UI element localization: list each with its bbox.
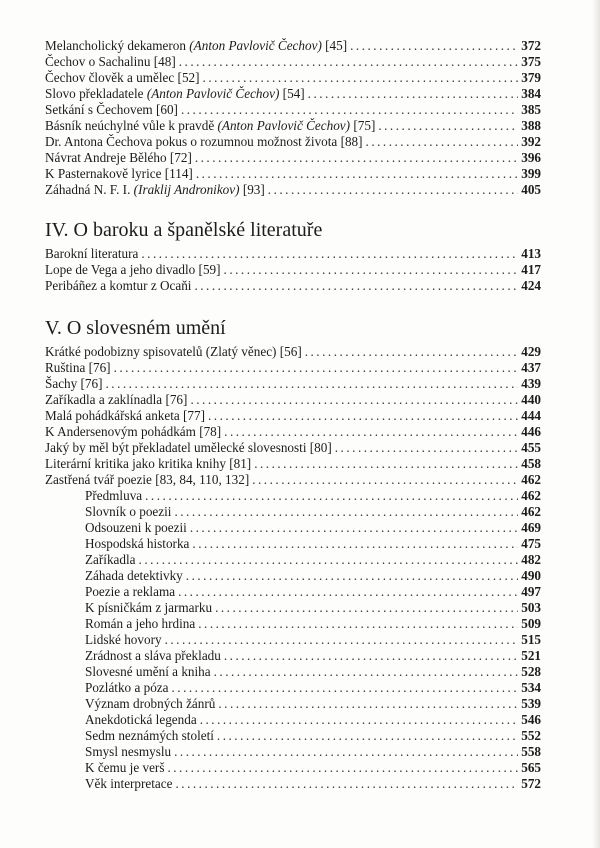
entry-page-number: 372 xyxy=(521,38,541,53)
entry-title-group xyxy=(45,440,332,456)
dot-leader xyxy=(224,262,519,278)
entry-author: (Anton Pavlovič Čechov) xyxy=(217,118,351,133)
entry-title-group xyxy=(85,632,162,648)
entry-title: Lope de Vega a jeho divadlo [59] xyxy=(45,262,221,277)
entry-page-number: 539 xyxy=(521,696,541,711)
entry-page-number: 558 xyxy=(521,744,541,759)
entry-title: Román a jeho hrdina xyxy=(85,616,196,631)
entry-title: Pozlátko a póza xyxy=(85,680,169,695)
entry-title: K Pasternakově lyrice [114] xyxy=(45,166,193,181)
dot-leader xyxy=(195,150,518,166)
entry-title-group xyxy=(45,360,111,376)
entry-title-group xyxy=(85,536,189,552)
entry-title-group xyxy=(45,424,221,440)
entry-title: Jaký by měl být překladatel umělecké slovesnosti [80] xyxy=(45,440,332,455)
entry-title-group xyxy=(85,776,173,792)
dot-leader xyxy=(252,472,518,488)
toc-entry[interactable] xyxy=(45,38,541,54)
dot-leader xyxy=(366,134,519,150)
entry-title-group xyxy=(45,102,178,118)
entry-title-group xyxy=(85,488,142,504)
dot-leader xyxy=(196,166,518,182)
dot-leader xyxy=(167,760,518,776)
entry-title-group xyxy=(45,392,187,408)
toc-entry[interactable] xyxy=(45,440,541,456)
entry-title-group xyxy=(45,376,103,392)
entry-title-group xyxy=(45,456,251,472)
dot-leader xyxy=(200,712,519,728)
entry-page-number: 572 xyxy=(521,776,541,791)
entry-title: Slovník o poezii xyxy=(85,504,172,519)
entry-title: Hospodská historka xyxy=(85,536,190,551)
entry-title: Návrat Andreje Bělého [72] xyxy=(45,150,192,165)
toc-entry[interactable] xyxy=(45,118,541,134)
dot-leader xyxy=(106,376,519,392)
entry-page-number: 515 xyxy=(521,632,541,647)
entry-page-number: 462 xyxy=(521,488,541,503)
entry-page-number: 379 xyxy=(521,70,541,85)
entry-page-number: 552 xyxy=(521,728,541,743)
entry-title: Věk interpretace xyxy=(85,776,173,791)
entry-title-group xyxy=(45,134,363,150)
dot-leader xyxy=(186,568,518,584)
entry-title-group xyxy=(85,600,212,616)
entry-page-number: 396 xyxy=(521,150,541,165)
entry-title-group xyxy=(45,166,193,182)
toc-entry[interactable] xyxy=(45,392,541,408)
entry-title-group xyxy=(45,246,138,262)
dot-leader xyxy=(192,536,518,552)
toc-entry[interactable] xyxy=(45,552,541,568)
toc-section-continued xyxy=(45,38,541,198)
entry-title: Poezie a reklama xyxy=(85,584,176,599)
entry-page-number: 413 xyxy=(521,246,541,261)
entry-title: Zaříkadla xyxy=(85,552,136,567)
toc-entry[interactable] xyxy=(45,600,541,616)
entry-title: Literární kritika jako kritika knihy [81] xyxy=(45,456,252,471)
entry-refs: [54] xyxy=(279,86,305,101)
toc-entry[interactable] xyxy=(45,712,541,728)
toc-entry[interactable] xyxy=(45,568,541,584)
entry-title-group xyxy=(85,504,171,520)
entry-title-group xyxy=(45,118,375,134)
section-heading: V. O slovesném umění xyxy=(45,317,226,339)
toc-entry[interactable] xyxy=(45,584,541,600)
entry-title: Čechov o Sachalinu [48] xyxy=(45,54,176,69)
section-heading: IV. O baroku a španělské literatuře xyxy=(45,219,323,241)
entry-title-group xyxy=(85,760,164,776)
dot-leader xyxy=(218,696,518,712)
toc-entry[interactable] xyxy=(45,408,541,424)
toc-entry[interactable] xyxy=(45,262,541,278)
entry-page-number: 509 xyxy=(521,616,541,631)
dot-leader xyxy=(179,54,518,70)
entry-page-number: 417 xyxy=(521,262,541,277)
entry-title: Ruština [76] xyxy=(45,360,111,375)
page-edge-shadow xyxy=(592,0,600,848)
entry-title-group xyxy=(45,182,265,198)
entry-title-group xyxy=(85,728,214,744)
entry-title: Setkání s Čechovem [60] xyxy=(45,102,178,117)
entry-title: Sedm neznámých století xyxy=(85,728,214,743)
entry-page-number: 469 xyxy=(521,520,541,535)
toc-entry[interactable] xyxy=(45,102,541,118)
entry-title-group xyxy=(45,472,249,488)
dot-leader xyxy=(176,776,519,792)
dot-leader xyxy=(224,648,518,664)
entry-page-number: 385 xyxy=(521,102,541,117)
entry-title-group xyxy=(85,568,183,584)
entry-title-group xyxy=(85,520,187,536)
dot-leader xyxy=(378,118,518,134)
entry-page-number: 482 xyxy=(521,552,541,567)
toc-entry[interactable] xyxy=(45,744,541,760)
toc-entry[interactable] xyxy=(45,278,541,294)
entry-page-number: 444 xyxy=(521,408,541,423)
entry-title: Melancholický dekameron xyxy=(45,38,190,53)
dot-leader xyxy=(305,344,519,360)
entry-title-group xyxy=(45,54,176,70)
dot-leader xyxy=(214,664,519,680)
entry-title-group xyxy=(85,648,221,664)
toc-entry[interactable] xyxy=(45,616,541,632)
entry-title-group xyxy=(85,664,211,680)
dot-leader xyxy=(190,520,518,536)
entry-title: K Andersenovým pohádkám [78] xyxy=(45,424,222,439)
entry-title: Lidské hovory xyxy=(85,632,162,647)
entry-title: Slovo překladatele xyxy=(45,86,147,101)
entry-page-number: 437 xyxy=(521,360,541,375)
toc-entry[interactable] xyxy=(45,728,541,744)
toc-entry[interactable] xyxy=(45,150,541,166)
toc-entry[interactable] xyxy=(45,182,541,198)
entry-author: (Iraklij Andronikov) xyxy=(133,182,240,197)
toc-entry[interactable] xyxy=(45,664,541,680)
dot-leader xyxy=(335,440,518,456)
toc-entry[interactable] xyxy=(45,344,541,360)
toc-entry[interactable] xyxy=(45,70,541,86)
toc-entry[interactable] xyxy=(45,504,541,520)
entry-title: K písničkám z jarmarku xyxy=(85,600,213,615)
dot-leader xyxy=(172,680,519,696)
dot-leader xyxy=(215,600,518,616)
dot-leader xyxy=(174,744,518,760)
dot-leader xyxy=(350,38,518,54)
entry-page-number: 375 xyxy=(521,54,541,69)
entry-page-number: 446 xyxy=(521,424,541,439)
entry-title: Zrádnost a sláva překladu xyxy=(85,648,221,663)
toc-entry[interactable] xyxy=(45,648,541,664)
dot-leader xyxy=(114,360,519,376)
entry-title: Básník neúchylné vůle k pravdě xyxy=(45,118,218,133)
entry-title: Dr. Antona Čechova pokus o rozumnou možnost života [88] xyxy=(45,134,363,149)
entry-page-number: 458 xyxy=(521,456,541,471)
entry-page-number: 490 xyxy=(521,568,541,583)
entry-title-group xyxy=(85,696,215,712)
dot-leader xyxy=(178,584,518,600)
entry-title-group xyxy=(85,552,136,568)
entry-title: Záhada detektivky xyxy=(85,568,183,583)
dot-leader xyxy=(308,86,519,102)
entry-title-group xyxy=(45,70,200,86)
entry-author: (Anton Pavlovič Čechov) xyxy=(189,38,322,53)
entry-title-group xyxy=(85,584,175,600)
entry-page-number: 429 xyxy=(521,344,541,359)
dot-leader xyxy=(198,616,518,632)
entry-title: Předmluva xyxy=(85,488,143,503)
entry-title: Zastřená tvář poezie [83, 84, 110, 132] xyxy=(45,472,250,487)
entry-title-group xyxy=(85,712,197,728)
entry-page-number: 462 xyxy=(521,504,541,519)
toc-entry[interactable] xyxy=(45,456,541,472)
entry-title-group xyxy=(85,744,171,760)
entry-page-number: 475 xyxy=(521,536,541,551)
dot-leader xyxy=(217,728,518,744)
entry-page-number: 565 xyxy=(521,760,541,775)
entry-title-group xyxy=(45,262,221,278)
entry-refs: [93] xyxy=(239,182,265,197)
entry-page-number: 439 xyxy=(521,376,541,391)
toc-entry[interactable] xyxy=(45,166,541,182)
toc-entry[interactable] xyxy=(45,488,541,504)
entry-page-number: 392 xyxy=(521,134,541,149)
entry-title: Odsouzeni k poezii xyxy=(85,520,187,535)
entry-page-number: 546 xyxy=(521,712,541,727)
entry-title-group xyxy=(45,38,347,54)
toc-entry[interactable] xyxy=(45,520,541,536)
entry-title: Zaříkadla a zaklínadla [76] xyxy=(45,392,188,407)
dot-leader xyxy=(224,424,518,440)
toc-entry[interactable] xyxy=(45,472,541,488)
entry-page-number: 440 xyxy=(521,392,541,407)
toc-section-baroque xyxy=(45,218,541,294)
toc-entry[interactable] xyxy=(45,54,541,70)
entry-page-number: 503 xyxy=(521,600,541,615)
dot-leader xyxy=(268,182,518,198)
toc-entry[interactable] xyxy=(45,424,541,440)
entry-title-group xyxy=(45,86,305,102)
entry-title-group xyxy=(45,150,192,166)
toc-entry[interactable] xyxy=(45,680,541,696)
entry-title-group xyxy=(45,344,302,360)
dot-leader xyxy=(165,632,519,648)
entry-title: Šachy [76] xyxy=(45,376,103,391)
entry-page-number: 455 xyxy=(521,440,541,455)
entry-title-group xyxy=(85,616,195,632)
entry-refs: [75] xyxy=(350,118,376,133)
entry-page-number: 534 xyxy=(521,680,541,695)
toc-entry[interactable] xyxy=(45,360,541,376)
toc-entry[interactable] xyxy=(45,246,541,262)
entry-page-number: 462 xyxy=(521,472,541,487)
entry-page-number: 424 xyxy=(521,278,541,293)
dot-leader xyxy=(139,552,519,568)
dot-leader xyxy=(194,278,518,294)
entry-title: Význam drobných žánrů xyxy=(85,696,216,711)
dot-leader xyxy=(190,392,518,408)
entry-title: Slovesné umění a kniha xyxy=(85,664,211,679)
toc-entry[interactable] xyxy=(45,776,541,792)
entry-page-number: 521 xyxy=(521,648,541,663)
entry-title-group xyxy=(45,408,205,424)
dot-leader xyxy=(208,408,518,424)
toc-entry[interactable] xyxy=(45,536,541,552)
dot-leader xyxy=(174,504,518,520)
entry-page-number: 497 xyxy=(521,584,541,599)
entry-page-number: 384 xyxy=(521,86,541,101)
entry-page-number: 399 xyxy=(521,166,541,181)
dot-leader xyxy=(203,70,519,86)
entry-title: Záhadná N. F. I. xyxy=(45,182,134,197)
entry-title: K čemu je verš xyxy=(85,760,165,775)
toc-entry[interactable] xyxy=(45,134,541,150)
entry-title: Smysl nesmyslu xyxy=(85,744,172,759)
entry-title: Peribáñez a komtur z Ocaňi xyxy=(45,278,192,293)
toc-section-verbal-art xyxy=(45,316,541,792)
entry-page-number: 388 xyxy=(521,118,541,133)
entry-title-group xyxy=(85,680,169,696)
entry-page-number: 405 xyxy=(521,182,541,197)
toc-entry[interactable] xyxy=(45,632,541,648)
entry-title: Čechov člověk a umělec [52] xyxy=(45,70,200,85)
entry-author: (Anton Pavlovič Čechov) xyxy=(146,86,280,101)
dot-leader xyxy=(141,246,518,262)
dot-leader xyxy=(254,456,518,472)
toc-entry[interactable] xyxy=(45,696,541,712)
toc-entry[interactable] xyxy=(45,376,541,392)
entry-refs: [45] xyxy=(321,38,348,53)
entry-title: Anekdotická legenda xyxy=(85,712,197,727)
dot-leader xyxy=(145,488,518,504)
entry-title-group xyxy=(45,278,191,294)
dot-leader xyxy=(181,102,518,118)
entry-title: Malá pohádkářská anketa [77] xyxy=(45,408,206,423)
entry-title: Krátké podobizny spisovatelů (Zlatý věnec) [56] xyxy=(45,344,302,359)
entry-title: Barokní literatura xyxy=(45,246,139,261)
entry-page-number: 528 xyxy=(521,664,541,679)
toc-entry[interactable] xyxy=(45,86,541,102)
toc-entry[interactable] xyxy=(45,760,541,776)
